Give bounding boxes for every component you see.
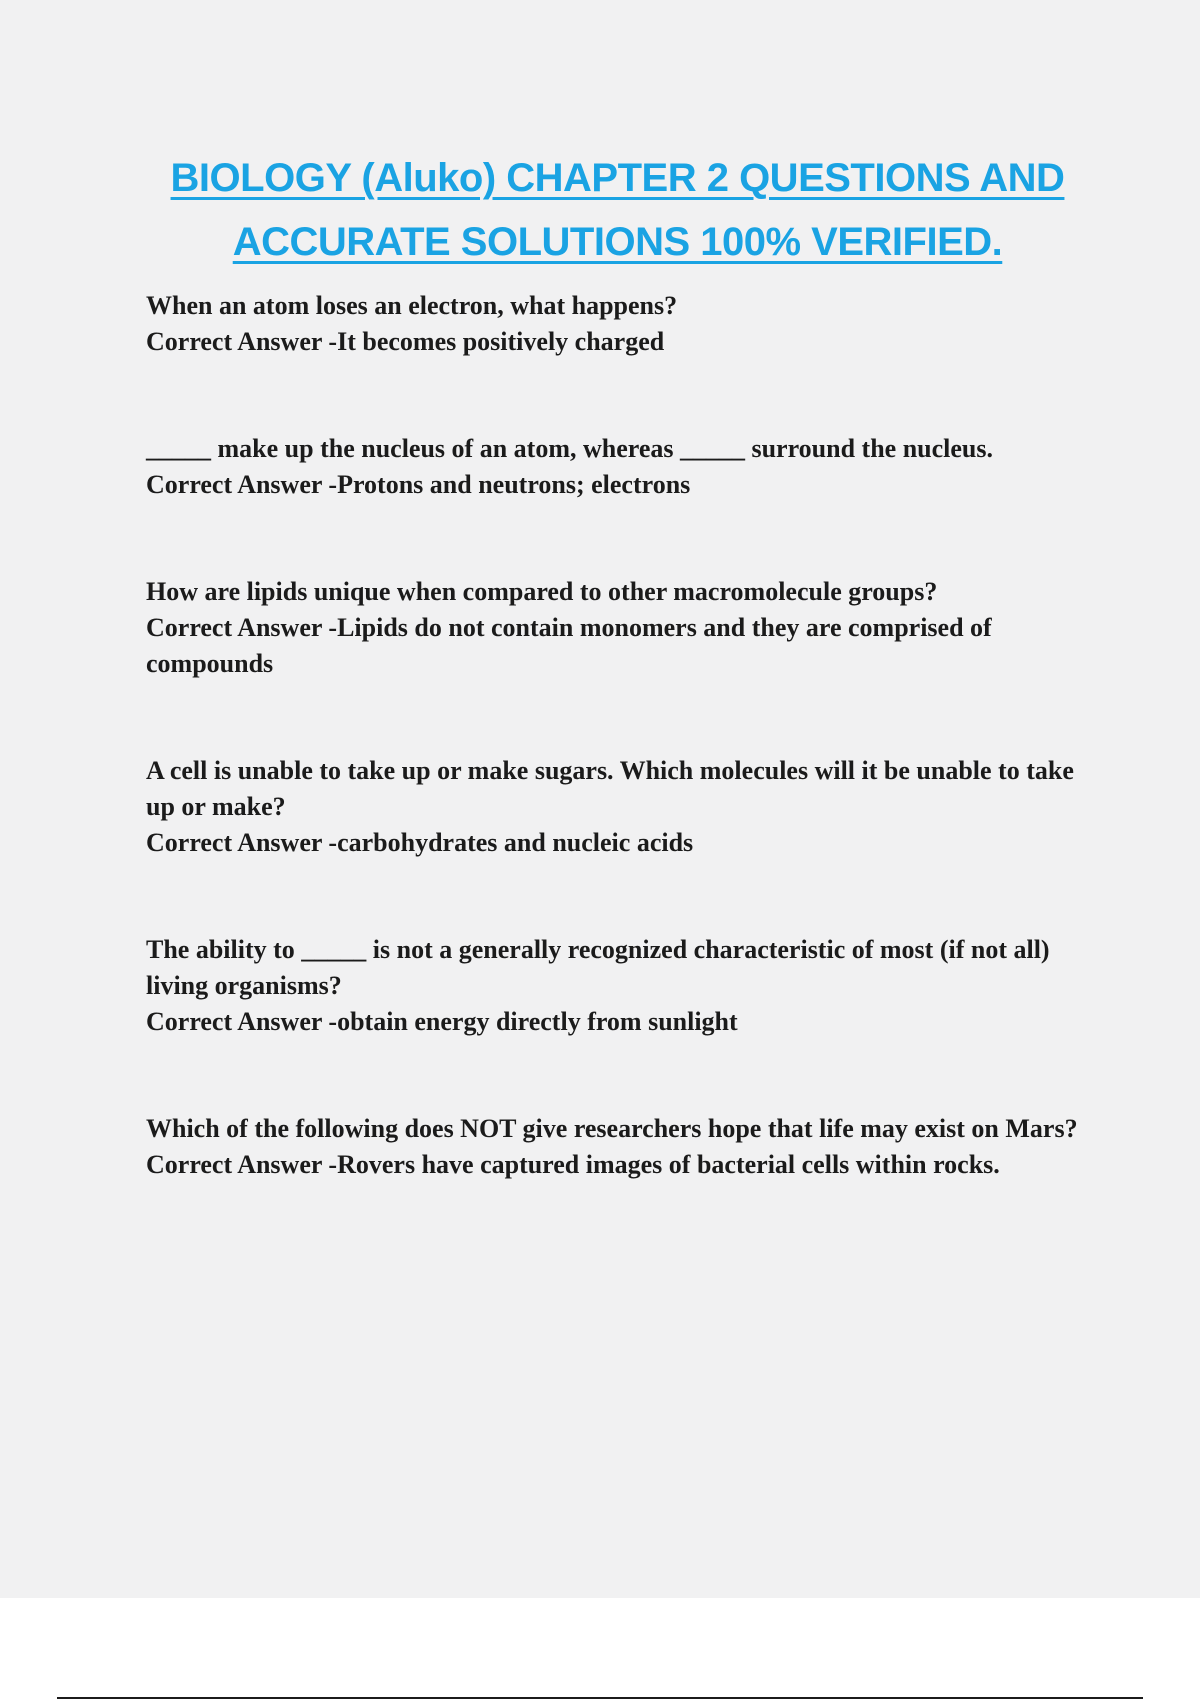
question-text: A cell is unable to take up or make sugars. Which molecules will it be unable to take up or make? bbox=[146, 756, 1074, 821]
answer-text: Correct Answer -carbohydrates and nucleic acids bbox=[146, 828, 694, 857]
answer-text: Correct Answer -obtain energy directly from sunlight bbox=[146, 1007, 738, 1036]
qa-item bbox=[146, 574, 1096, 682]
qa-item bbox=[146, 1111, 1096, 1183]
qa-list bbox=[146, 288, 1096, 1254]
question-text: The ability to _____ is not a generally recognized characteristic of most (if not all) living organisms? bbox=[146, 935, 1050, 1000]
answer-text: Correct Answer -Protons and neutrons; electrons bbox=[146, 470, 691, 499]
question-text: When an atom loses an electron, what happens? bbox=[146, 291, 678, 320]
question-text: How are lipids unique when compared to other macromolecule groups? bbox=[146, 577, 938, 606]
qa-item bbox=[146, 288, 1096, 360]
document-title: BIOLOGY (Aluko) CHAPTER 2 QUESTIONS AND ACCURATE SOLUTIONS 100% VERIFIED. bbox=[170, 156, 1065, 264]
answer-text: Correct Answer -Rovers have captured images of bacterial cells within rocks. bbox=[146, 1150, 1000, 1179]
qa-item bbox=[146, 932, 1096, 1040]
answer-text: Correct Answer -It becomes positively charged bbox=[146, 327, 665, 356]
qa-item bbox=[146, 431, 1096, 503]
question-text: Which of the following does NOT give researchers hope that life may exist on Mars? bbox=[146, 1114, 1078, 1143]
answer-text: Correct Answer -Lipids do not contain monomers and they are comprised of compounds bbox=[146, 613, 992, 678]
question-text: _____ make up the nucleus of an atom, whereas _____ surround the nucleus. bbox=[146, 434, 994, 463]
qa-item bbox=[146, 753, 1096, 861]
footer-divider bbox=[57, 1697, 1143, 1699]
